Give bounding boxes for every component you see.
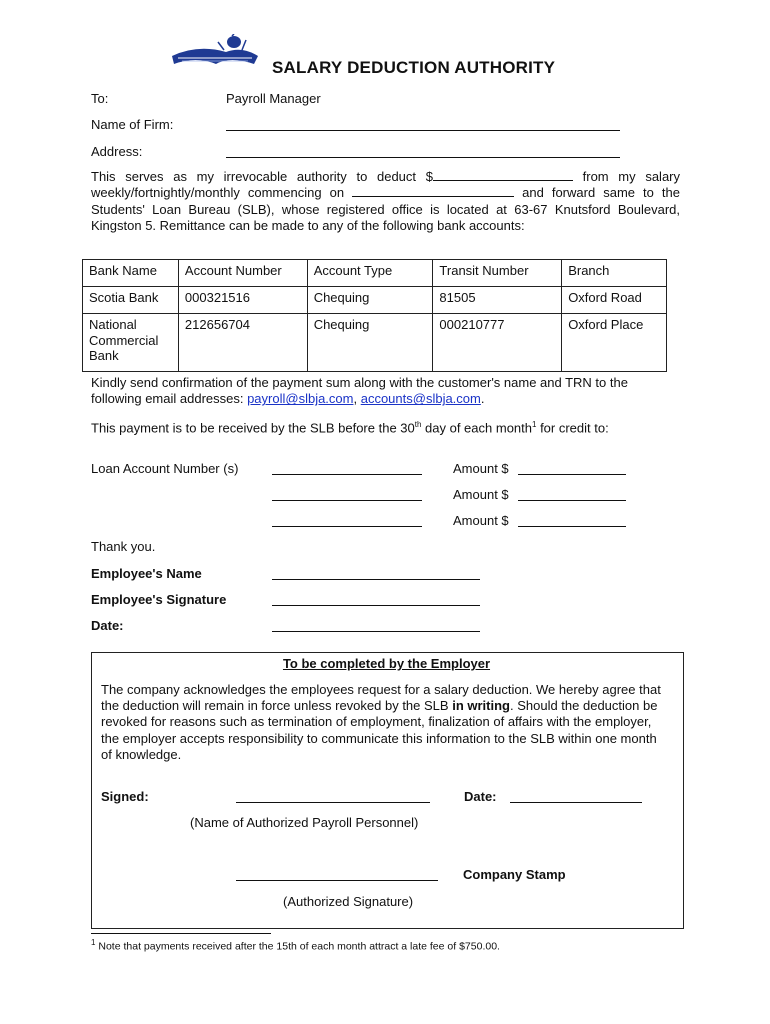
employer-heading: To be completed by the Employer — [282, 656, 491, 671]
header-account-type: Account Type — [307, 260, 433, 287]
firm-label: Name of Firm: — [91, 117, 174, 132]
table-cell: 000210777 — [433, 314, 562, 372]
loan-account-field-3[interactable] — [272, 515, 422, 527]
address-field[interactable] — [226, 146, 620, 158]
table-cell: 000321516 — [178, 287, 307, 314]
signed-label: Signed: — [101, 789, 149, 804]
header-bank-name: Bank Name — [83, 260, 179, 287]
employer-text-bold: in writing — [452, 698, 510, 714]
employee-name-label: Employee's Name — [91, 566, 202, 581]
employer-date-label: Date: — [464, 789, 497, 804]
company-stamp-label: Company Stamp — [463, 867, 566, 882]
amount-label-2: Amount $ — [453, 487, 509, 502]
authorized-signature-field[interactable] — [236, 869, 438, 881]
footnote-mark: 1 — [91, 938, 96, 947]
loan-account-field-1[interactable] — [272, 463, 422, 475]
payment-paragraph — [91, 417, 680, 437]
header-account-number: Account Number — [178, 260, 307, 287]
employee-name-field[interactable] — [272, 568, 480, 580]
footnote — [91, 938, 500, 953]
employee-date-label: Date: — [91, 618, 124, 633]
table-header-row — [83, 260, 667, 287]
table-cell: 81505 — [433, 287, 562, 314]
amount-field-2[interactable] — [518, 489, 626, 501]
amount-label-1: Amount $ — [453, 461, 509, 476]
intro-part-2: from my salary weekly/fortnightly/monthly commencing on — [91, 169, 680, 201]
header-transit-number: Transit Number — [433, 260, 562, 287]
payment-part-1: This payment is to be received by the SLB before the 30 — [91, 420, 415, 436]
payment-part-2: day of each month — [421, 420, 532, 436]
loan-account-label: Loan Account Number (s) — [91, 461, 239, 476]
table-cell: 212656704 — [178, 314, 307, 372]
employee-signature-label: Employee's Signature — [91, 592, 227, 607]
employer-date-field[interactable] — [510, 791, 642, 803]
address-label: Address: — [91, 144, 143, 159]
email-separator: , — [353, 391, 361, 407]
employer-text-2: . Should the deduction be revoked for reasons such as termination of employment, finalization of affairs with the employer, the employer accepts responsibility to communicate this information to the SLB within one month of knowledge. — [101, 698, 658, 762]
payroll-email-link[interactable]: payroll@slbja.com — [247, 391, 354, 407]
confirmation-paragraph — [91, 375, 680, 408]
slb-logo-icon — [168, 34, 260, 70]
signed-name-field[interactable] — [236, 791, 430, 803]
payment-sup-th: th — [414, 420, 422, 429]
table-cell: Scotia Bank — [83, 287, 179, 314]
firm-field[interactable] — [226, 119, 620, 131]
table-row — [83, 314, 667, 372]
payroll-personnel-caption: (Name of Authorized Payroll Personnel) — [190, 815, 419, 830]
intro-part-3: and forward same to the Students' Loan Bureau (SLB), whose registered office is located at 63-67 Knutsford Boulevard, Kingston 5. Remittance can be made to any of the following bank accounts: — [91, 185, 680, 234]
thank-you-text: Thank you. — [91, 539, 156, 554]
amount-field-1[interactable] — [518, 463, 626, 475]
loan-account-field-2[interactable] — [272, 489, 422, 501]
employee-date-field[interactable] — [272, 620, 480, 632]
to-value: Payroll Manager — [226, 91, 321, 106]
employee-signature-field[interactable] — [272, 594, 480, 606]
footnote-ref: 1 — [532, 420, 537, 429]
table-cell: National Commercial Bank — [83, 314, 179, 372]
table-cell: Oxford Place — [562, 314, 667, 372]
accounts-email-link[interactable]: accounts@slbja.com — [360, 391, 481, 407]
confirm-end: . — [480, 391, 485, 407]
authority-paragraph — [91, 169, 680, 235]
table-row — [83, 287, 667, 314]
to-label: To: — [91, 91, 109, 106]
page-title: SALARY DEDUCTION AUTHORITY — [272, 58, 556, 77]
confirm-text: Kindly send confirmation of the payment sum along with the customer's name and TRN to the following email addresses: — [91, 375, 628, 407]
table-cell: Oxford Road — [562, 287, 667, 314]
footnote-text: Note that payments received after the 15th of each month attract a late fee of $750.00. — [95, 940, 500, 953]
footnote-divider — [91, 933, 271, 934]
table-cell: Chequing — [307, 314, 433, 372]
intro-part-1: This serves as my irrevocable authority to deduct $ — [91, 169, 433, 184]
deduct-amount-field[interactable] — [433, 169, 573, 181]
header-branch: Branch — [562, 260, 667, 287]
payment-part-3: for credit to: — [536, 420, 609, 436]
amount-label-3: Amount $ — [453, 513, 509, 528]
employer-paragraph — [101, 682, 661, 763]
bank-accounts-table — [82, 259, 667, 372]
amount-field-3[interactable] — [518, 515, 626, 527]
table-cell: Chequing — [307, 287, 433, 314]
authorized-signature-caption: (Authorized Signature) — [283, 894, 414, 909]
employer-text-1: The company acknowledges the employees request for a salary deduction. We hereby agree that the deduction will remain in force unless revoked by the SLB — [101, 682, 661, 714]
commencing-date-field[interactable] — [352, 185, 514, 197]
